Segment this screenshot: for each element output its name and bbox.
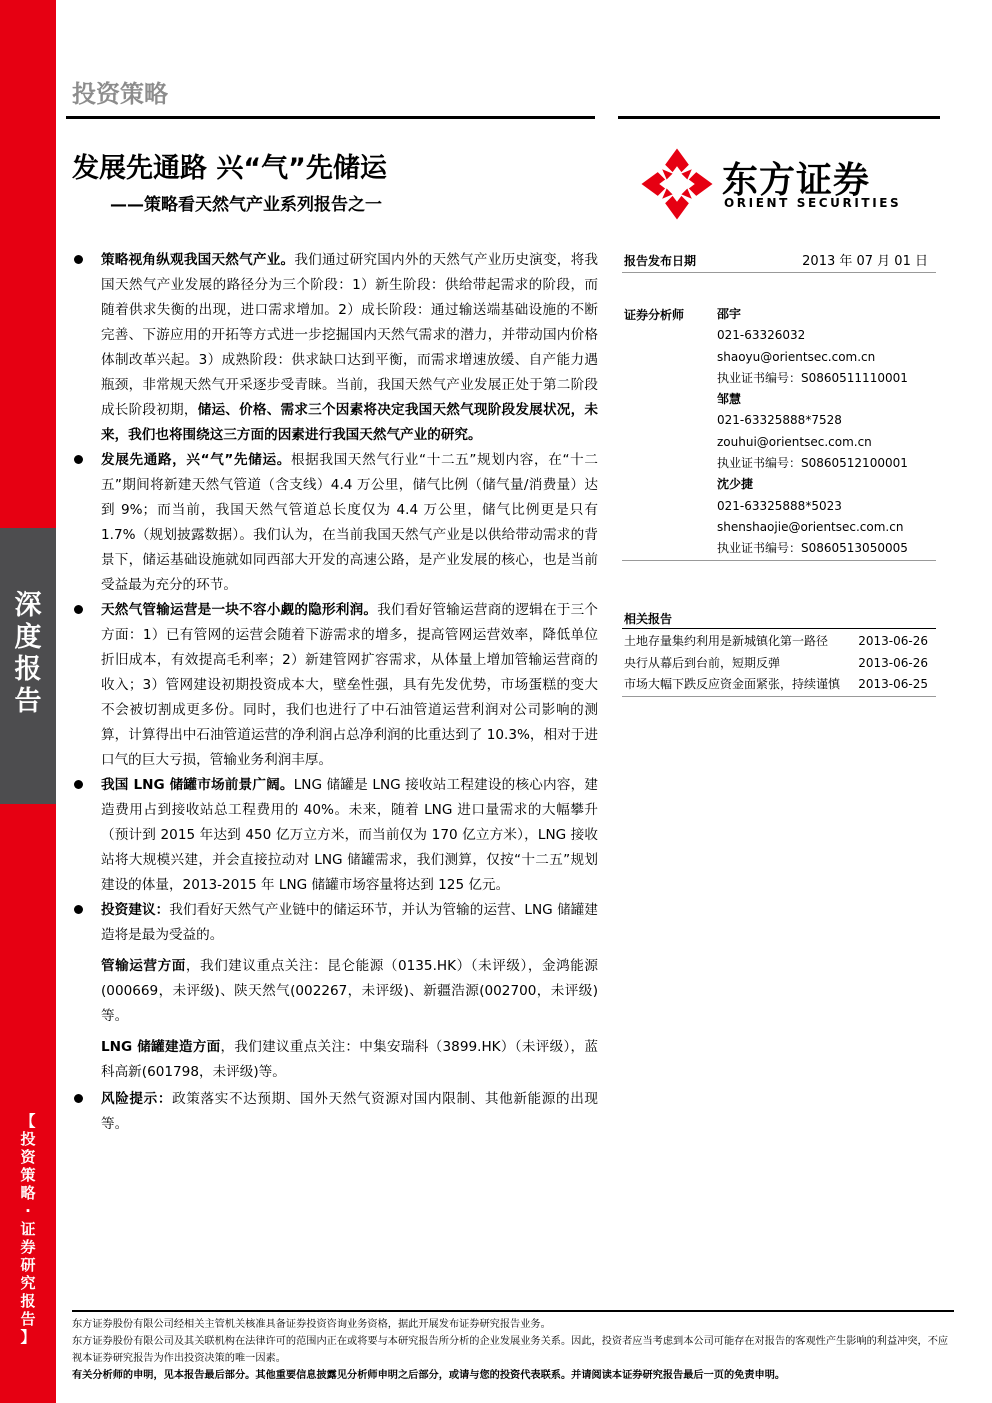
series-char: 略 xyxy=(20,1184,36,1202)
point-text: LNG 储罐是 LNG 接收站工程建设的核心内容，建造费用占到接收站总工程费用的 40%。未来，随着 LNG 进口量需求的大幅攀升（预计到 2015 年达到 450 亿万立方米，而当前仅为 170 亿立方米），LNG 接收站将大规模兴建，并会直接拉动对 LNG 储罐需求，我们测算，仅按“十二五”规划建设的体量，2013-2015 年 LNG 储罐市场容量将达到 125 亿元。 xyxy=(101,777,599,893)
point-emphasis: 储运、价格、需求三个因素将决定我国天然气现阶段发展状况，未来，我们也将围绕这三方面的因素进行我国天然气产业的研究。 xyxy=(101,402,599,443)
series-char: 研 xyxy=(20,1256,36,1274)
related-report-title: 市场大幅下跌反应资金面紧张，持续谨慎 xyxy=(624,677,841,691)
summary-point xyxy=(72,448,598,598)
related-report-date: 2013-06-26 xyxy=(858,634,928,648)
sub-point-heading: LNG 储罐建造方面 xyxy=(101,1039,221,1055)
report-category: 投资策略 xyxy=(72,80,168,108)
sub-point-text: ，我们建议重点关注：昆仑能源（0135.HK）（未评级），金鸿能源(000669，未评级)、陕天然气(002267，未评级)、新疆浩源(002700，未评级)等。 xyxy=(101,958,599,1024)
related-reports-title: 相关报告 xyxy=(624,612,673,626)
point-heading: 发展先通路，兴“气”先储运。 xyxy=(101,452,291,468)
publish-date: 2013 年 07 月 01 日 xyxy=(802,254,928,269)
related-report-title: 央行从幕后到台前，短期反弹 xyxy=(624,655,781,670)
report-type-char: 报 xyxy=(14,654,42,685)
divider xyxy=(622,696,936,697)
related-report-item[interactable] xyxy=(624,631,930,653)
related-reports-list xyxy=(624,631,930,696)
related-report-date: 2013-06-26 xyxy=(858,655,928,670)
sidebar-red-top xyxy=(0,0,56,528)
series-char: 报 xyxy=(20,1292,36,1310)
analyst-cert: 执业证书编号：S0860513050005 xyxy=(717,541,908,556)
series-char: 【 xyxy=(20,1112,36,1130)
bullet-icon xyxy=(74,455,83,464)
disclaimer-line: 东方证券股份有限公司及其关联机构在法律许可的范围内正在或将要与本研究报告所分析的企业发展业务关系。因此，投资者应当考虑到本公司可能存在对报告的客观性产生影响的利益冲突，不应视本证券研究报告为作出投资决策的唯一因素。 xyxy=(72,1336,949,1364)
report-type-tag xyxy=(8,590,48,718)
report-type-char: 度 xyxy=(14,622,42,653)
investment-sub-point xyxy=(101,1035,598,1085)
point-text: 我们看好管输运营商的逻辑在于三个方面：1）已有管网的运营会随着下游需求的增多，提高管网运营效率，降低单位折旧成本，有效提高毛利率；2）新建管网扩容需求，从体量上增加管输运营商的收入；3）管网建设初期投资成本大，壁垒性强，具有先发优势，市场蛋糕的变大不会被切割成更多份。同时，我们也进行了中石油管道运营利润对公司影响的测算，计算得出中石油管道运营的净利润占总净利润的比重达到了 10.3%，相对于进口气的巨大亏损，管输业务利润丰厚。 xyxy=(101,602,599,768)
investment-sub-point xyxy=(101,954,598,1029)
series-char: 】 xyxy=(20,1328,36,1346)
point-text: 我们通过研究国内外的天然气产业历史演变，将我国天然气产业发展的路径分为三个阶段：1）新生阶段：供给带起需求的阶段，而随着供求失衡的出现，进口需求增加。2）成长阶段：通过输送端基础设施的不断完善、下游应用的开拓等方式进一步挖掘国内天然气需求的潜力，并带动国内价格体制改革兴起。3）成熟阶段：供求缺口达到平衡，而需求增速放缓、自产能力遇瓶颈，非常规天然气开采逐步受青睐。当前，我国天然气产业发展正处于第二阶段成长阶段初期， xyxy=(101,252,599,418)
page-subtitle: ——策略看天然气产业系列报告之一 xyxy=(110,195,382,215)
divider xyxy=(622,560,936,561)
divider xyxy=(622,272,936,273)
series-char: 证 xyxy=(20,1220,36,1238)
sub-point-text: ，我们建议重点关注：中集安瑞科（3899.HK）（未评级），蓝科高新(601798，未评级)等。 xyxy=(101,1039,598,1080)
divider xyxy=(622,628,936,629)
analyst-phone: 021-63325888*5023 xyxy=(717,498,842,513)
bullet-icon xyxy=(74,780,83,789)
analyst-cert: 执业证书编号：S0860511110001 xyxy=(717,370,908,385)
analyst-phone: 021-63326032 xyxy=(717,328,806,343)
summary-point xyxy=(72,1087,598,1137)
summary-point xyxy=(72,898,598,948)
analyst-email[interactable]: zouhui@orientsec.com.cn xyxy=(717,434,872,449)
point-text: 我们看好天然气产业链中的储运环节，并认为管输的运营、LNG 储罐建造将是最为受益的。 xyxy=(101,902,598,943)
series-char: 投 xyxy=(20,1130,36,1148)
point-heading: 策略视角纵观我国天然气产业。 xyxy=(101,252,295,268)
header-rule-right xyxy=(618,116,940,119)
point-heading: 投资建议： xyxy=(101,902,170,918)
report-series-vertical xyxy=(14,1112,42,1346)
page-title: 发展先通路 兴“气”先储运 xyxy=(72,153,387,184)
series-char: 策 xyxy=(20,1166,36,1184)
series-char: 究 xyxy=(20,1274,36,1292)
point-heading: 我国 LNG 储罐市场前景广阔。 xyxy=(101,777,294,793)
analysts-label: 证券分析师 xyxy=(624,308,685,322)
related-report-item[interactable] xyxy=(624,674,930,696)
report-body xyxy=(72,248,598,1137)
report-type-char: 深 xyxy=(14,590,42,621)
analyst-name: 沈少捷 xyxy=(717,477,754,492)
series-char: 券 xyxy=(20,1238,36,1256)
series-char: 告 xyxy=(20,1310,36,1328)
bullet-icon xyxy=(74,255,83,264)
point-text: 根据我国天然气行业“十二五”规划内容，在“十二五”期间将新建天然气管道（含支线）4.4 万公里，储气比例（储气量/消费量）达到 9%；而当前，我国天然气管道总长度仅为 4.4 万公里，储气比例更是只有 1.7%（规划披露数据）。我们认为，在当前我国天然气产业是以供给带动需求的背景下，储运基础设施就如同西部大开发的高速公路，是产业发展的核心，也是当前受益最为充分的环节。 xyxy=(101,452,598,593)
sub-point-heading: 管输运营方面 xyxy=(101,958,186,974)
publish-info xyxy=(622,248,936,270)
report-type-char: 告 xyxy=(14,686,42,717)
point-heading: 天然气管输运营是一块不容小觑的隐形利润。 xyxy=(101,602,378,618)
related-report-date: 2013-06-25 xyxy=(858,677,928,691)
series-char: 资 xyxy=(20,1148,36,1166)
analyst-name: 邹慧 xyxy=(717,392,742,407)
series-char: · xyxy=(25,1202,31,1220)
summary-point xyxy=(72,598,598,773)
logo-name-en: ORIENT SECURITIES xyxy=(724,196,902,210)
bullet-icon xyxy=(74,905,83,914)
orient-logo-icon xyxy=(640,147,714,221)
analyst-email[interactable]: shenshaojie@orientsec.com.cn xyxy=(717,519,904,534)
header-rule-left xyxy=(66,116,595,119)
disclaimer-line: 东方证券股份有限公司经相关主管机关核准具备证券投资咨询业务资格，据此开展发布证券研究报告业务。 xyxy=(72,1319,551,1330)
analyst-cert: 执业证书编号：S0860512100001 xyxy=(717,456,908,471)
analyst-name: 邵宇 xyxy=(717,307,742,321)
publish-date-label: 报告发布日期 xyxy=(624,254,697,268)
point-text: 政策落实不达预期、国外天然气资源对国内限制、其他新能源的出现等。 xyxy=(101,1091,599,1132)
summary-point xyxy=(72,773,598,898)
summary-point xyxy=(72,248,598,448)
footer-rule xyxy=(72,1310,954,1312)
analyst-list xyxy=(717,304,932,560)
bullet-icon xyxy=(74,605,83,614)
related-report-item[interactable] xyxy=(624,653,930,675)
analyst-phone: 021-63325888*7528 xyxy=(717,413,842,428)
logo-name-cn: 东方证券 xyxy=(722,160,871,201)
disclaimer-footer xyxy=(72,1316,957,1384)
related-report-title: 土地存量集约利用是新城镇化第一路径 xyxy=(624,634,829,648)
disclaimer-line: 有关分析师的申明，见本报告最后部分。其他重要信息披露见分析师申明之后部分，或请与您的投资代表联系。并请阅读本证券研究报告最后一页的免责申明。 xyxy=(72,1370,786,1381)
bullet-icon xyxy=(74,1094,83,1103)
analyst-email[interactable]: shaoyu@orientsec.com.cn xyxy=(717,349,876,364)
point-heading: 风险提示： xyxy=(101,1091,173,1107)
